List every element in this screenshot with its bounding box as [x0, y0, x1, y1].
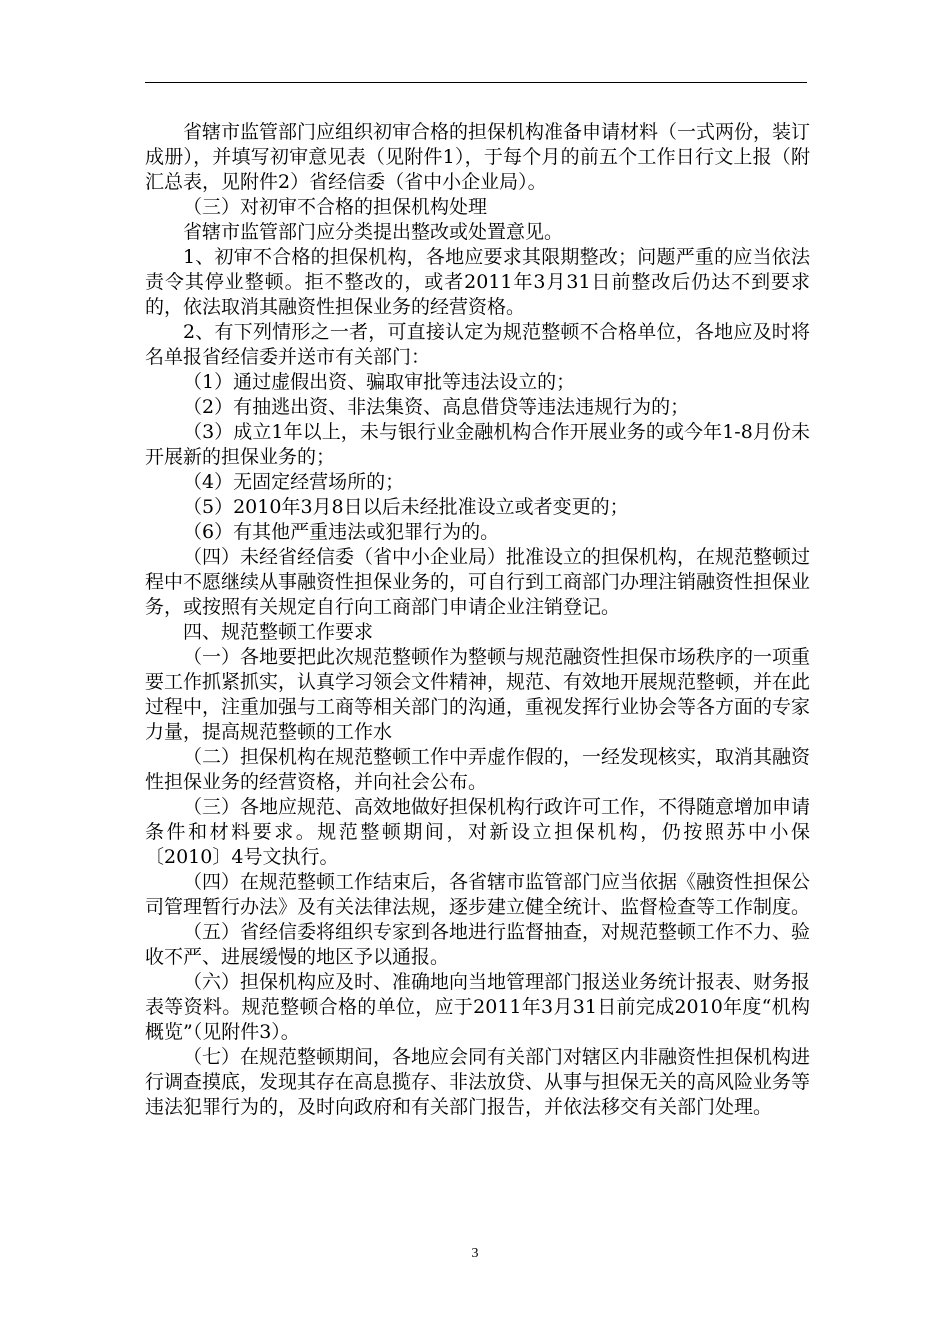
paragraph-3: 省辖市监管部门应分类提出整改或处置意见。: [183, 221, 564, 243]
paragraph-2: （三）对初审不合格的担保机构处理: [183, 196, 488, 218]
paragraph-4: 1、初审不合格的担保机构，各地应要求其限期整改；问题严重的应当依法责令其停业整顿。拒不整改的，或者2011年3月31日前整改后仍达不到要求的，依法取消其融资性担保业务的经营资格。: [145, 246, 810, 318]
paragraph-1: 省辖市监管部门应组织初审合格的担保机构准备申请材料（一式两份，装订成册），并填写初审意见表（见附件1），于每个月的前五个工作日行文上报（附汇总表，见附件2）省经信委（省中小企业局）。: [145, 121, 811, 193]
paragraph-7: （2）有抽逃出资、非法集资、高息借贷等违法违规行为的；: [183, 396, 690, 418]
paragraph-5: 2、有下列情形之一者，可直接认定为规范整顿不合格单位，各地应及时将名单报省经信委并送市有关部门：: [145, 321, 810, 368]
paragraph-6: （1）通过虚假出资、骗取审批等违法设立的；: [183, 371, 576, 393]
paragraph-15: （二）担保机构在规范整顿工作中弄虚作假的，一经发现核实，取消其融资性担保业务的经营资格，并向社会公布。: [145, 746, 811, 793]
paragraph-14: （一）各地要把此次规范整顿作为整顿与规范融资性担保市场秩序的一项重要工作抓紧抓实，认真学习领会文件精神，规范、有效地开展规范整顿，并在此过程中，注重加强与工商等相关部门的沟通，重视发挥行业协会等各方面的专家力量，提高规范整顿的工作水: [145, 646, 811, 743]
paragraph-18: （五）省经信委将组织专家到各地进行监督抽查，对规范整顿工作不力、验收不严、进展缓慢的地区予以通报。: [145, 921, 811, 968]
paragraph-11: （6）有其他严重违法或犯罪行为的。: [183, 521, 500, 543]
paragraph-17: （四）在规范整顿工作结束后，各省辖市监管部门应当依据《融资性担保公司管理暂行办法》及有关法律法规，逐步建立健全统计、监督检查等工作制度。: [145, 871, 811, 918]
body-text: [145, 120, 810, 1120]
paragraph-10: （5）2010年3月8日以后未经批准设立或者变更的；: [183, 496, 629, 518]
paragraph-9: （4）无固定经营场所的；: [183, 471, 405, 493]
header-rule: [145, 82, 807, 83]
page-number: 3: [471, 1246, 479, 1261]
paragraph-20: （七）在规范整顿期间，各地应会同有关部门对辖区内非融资性担保机构进行调查摸底，发现其存在高息揽存、非法放贷、从事与担保无关的高风险业务等违法犯罪行为的，及时向政府和有关部门报告，并依法移交有关部门处理。: [145, 1046, 811, 1118]
paragraph-19: （六）担保机构应及时、准确地向当地管理部门报送业务统计报表、财务报表等资料。规范整顿合格的单位，应于2011年3月31日前完成2010年度“机构概览”（见附件3）。: [145, 971, 811, 1043]
paragraph-8: （3）成立1年以上，未与银行业金融机构合作开展业务的或今年1-8月份未开展新的担保业务的；: [145, 421, 810, 468]
paragraph-16: （三）各地应规范、高效地做好担保机构行政许可工作，不得随意增加申请条件和材料要求。规范整顿期间，对新设立担保机构，仍按照苏中小保〔2010〕4号文执行。: [145, 796, 811, 868]
section-heading: 四、规范整顿工作要求: [183, 621, 374, 643]
paragraph-12: （四）未经省经信委（省中小企业局）批准设立的担保机构，在规范整顿过程中不愿继续从事融资性担保业务的，可自行到工商部门办理注销融资性担保业务，或按照有关规定自行向工商部门申请企业注销登记。: [145, 546, 811, 618]
